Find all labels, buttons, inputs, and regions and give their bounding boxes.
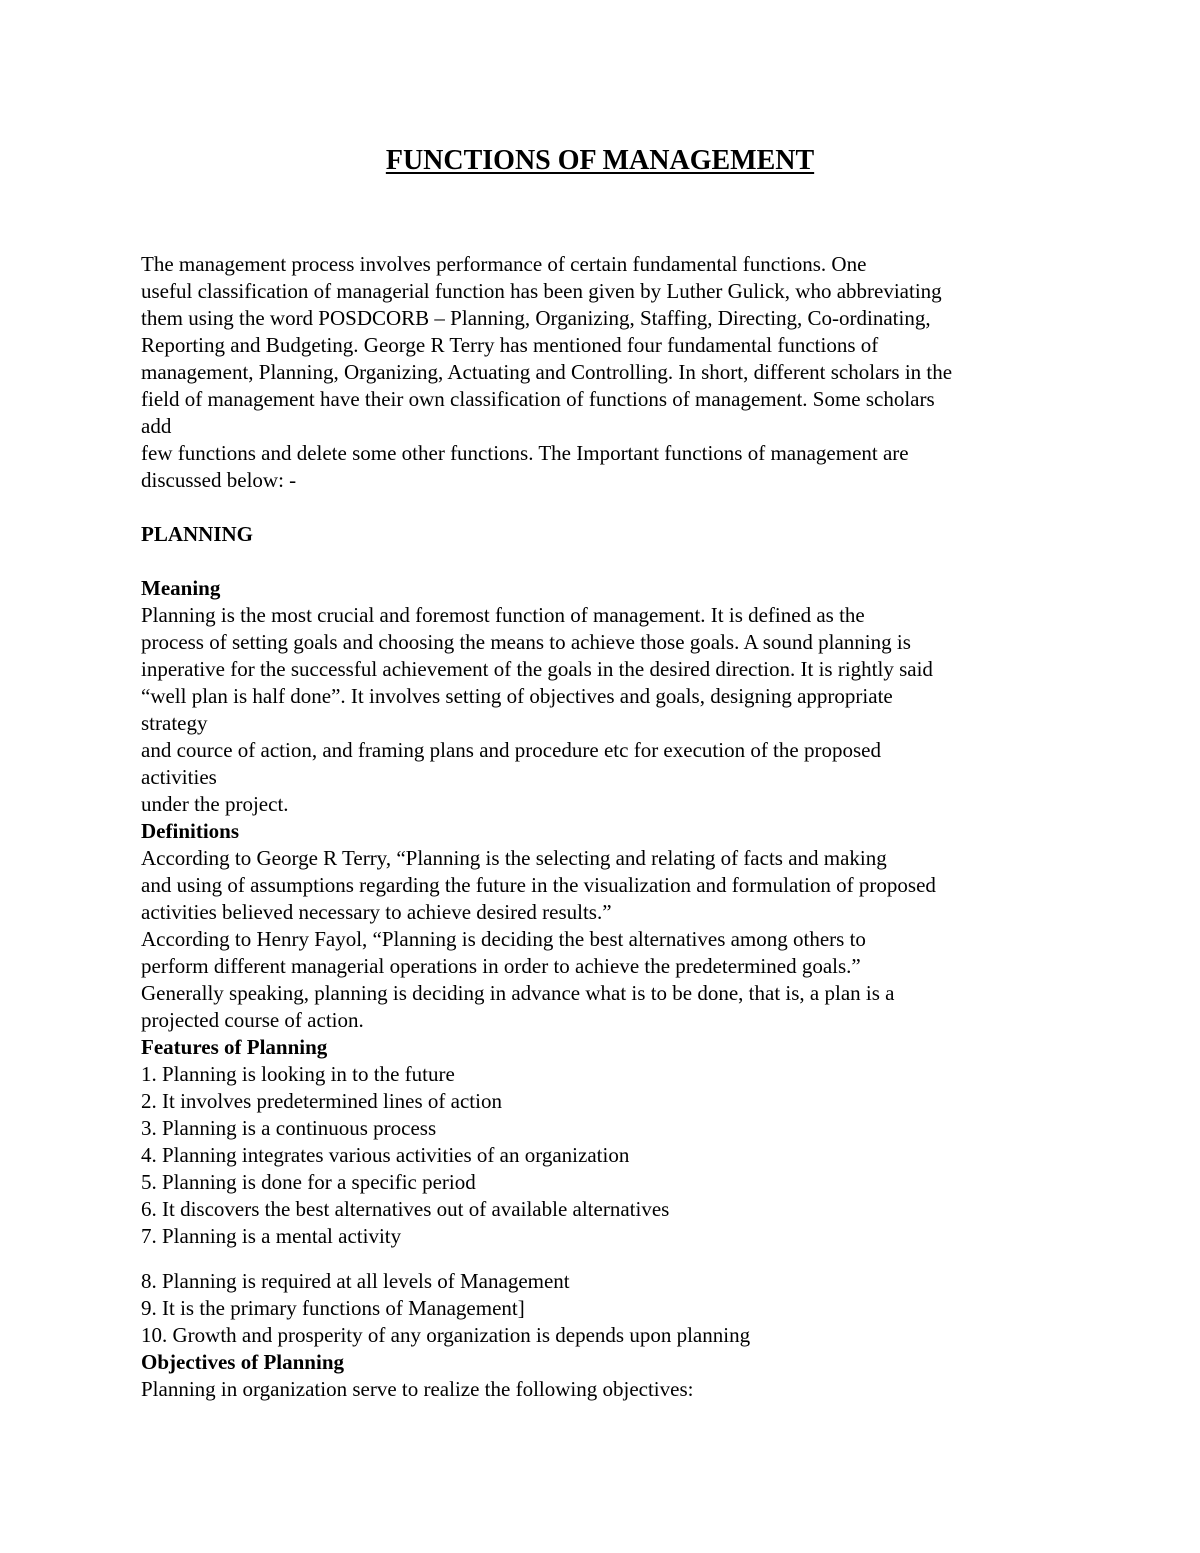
list-item: 9. It is the primary functions of Management] <box>141 1296 525 1320</box>
intro-line: The management process involves performance of certain fundamental functions. One <box>141 252 867 276</box>
definition-line: According to Henry Fayol, “Planning is deciding the best alternatives among others to <box>141 927 866 951</box>
meaning-line: “well plan is half done”. It involves setting of objectives and goals, designing appropriate <box>141 684 893 708</box>
meaning-line: strategy <box>141 711 208 735</box>
page-title <box>0 144 1200 178</box>
features-list <box>141 1061 1061 1349</box>
objectives-line: Planning in organization serve to realize the following objectives: <box>141 1377 694 1401</box>
subheading-definitions: Definitions <box>141 819 240 843</box>
definition-line: activities believed necessary to achieve desired results.” <box>141 900 612 924</box>
meaning-line: under the project. <box>141 792 289 816</box>
intro-line: field of management have their own classification of functions of management. Some scholars <box>141 387 935 411</box>
definition-line: perform different managerial operations in order to achieve the predetermined goals.” <box>141 954 861 978</box>
definition-line: According to George R Terry, “Planning is the selecting and relating of facts and making <box>141 846 887 870</box>
list-item: 2. It involves predetermined lines of action <box>141 1089 502 1113</box>
list-item: 10. Growth and prosperity of any organization is depends upon planning <box>141 1323 751 1347</box>
list-item: 8. Planning is required at all levels of Management <box>141 1269 570 1293</box>
subheading-objectives: Objectives of Planning <box>141 1350 344 1374</box>
meaning-line: Planning is the most crucial and foremost function of management. It is defined as the <box>141 603 865 627</box>
intro-line: Reporting and Budgeting. George R Terry has mentioned four fundamental functions of <box>141 333 879 357</box>
list-item: 6. It discovers the best alternatives out of available alternatives <box>141 1197 670 1221</box>
list-item: 7. Planning is a mental activity <box>141 1224 402 1248</box>
definition-line: projected course of action. <box>141 1008 364 1032</box>
intro-line: them using the word POSDCORB – Planning, Organizing, Staffing, Directing, Co-ordinating, <box>141 306 931 330</box>
list-item: 1. Planning is looking in to the future <box>141 1062 455 1086</box>
intro-paragraph <box>141 251 1061 494</box>
meaning-line: inperative for the successful achievement of the goals in the desired direction. It is rightly said <box>141 657 933 681</box>
definition-line: and using of assumptions regarding the future in the visualization and formulation of proposed <box>141 873 936 897</box>
meaning-line: activities <box>141 765 217 789</box>
definitions-paragraph <box>141 845 1061 1034</box>
intro-line: add <box>141 414 172 438</box>
definition-line: Generally speaking, planning is deciding in advance what is to be done, that is, a plan is a <box>141 981 895 1005</box>
subheading-features: Features of Planning <box>141 1035 328 1059</box>
meaning-line: process of setting goals and choosing the means to achieve those goals. A sound planning is <box>141 630 911 654</box>
page-title-text: FUNCTIONS OF MANAGEMENT <box>385 145 815 176</box>
intro-line: management, Planning, Organizing, Actuating and Controlling. In short, different scholars in the <box>141 360 953 384</box>
intro-line: discussed below: - <box>141 468 297 492</box>
document-body <box>141 251 1061 1403</box>
meaning-paragraph <box>141 602 1061 818</box>
objectives-paragraph <box>141 1376 1061 1403</box>
list-item: 3. Planning is a continuous process <box>141 1116 437 1140</box>
section-heading-planning: PLANNING <box>141 522 254 546</box>
meaning-line: and cource of action, and framing plans and procedure etc for execution of the proposed <box>141 738 881 762</box>
list-item: 4. Planning integrates various activities of an organization <box>141 1143 630 1167</box>
list-item: 5. Planning is done for a specific period <box>141 1170 476 1194</box>
subheading-meaning: Meaning <box>141 576 221 600</box>
intro-line: useful classification of managerial function has been given by Luther Gulick, who abbreviating <box>141 279 942 303</box>
intro-line: few functions and delete some other functions. The Important functions of management are <box>141 441 909 465</box>
